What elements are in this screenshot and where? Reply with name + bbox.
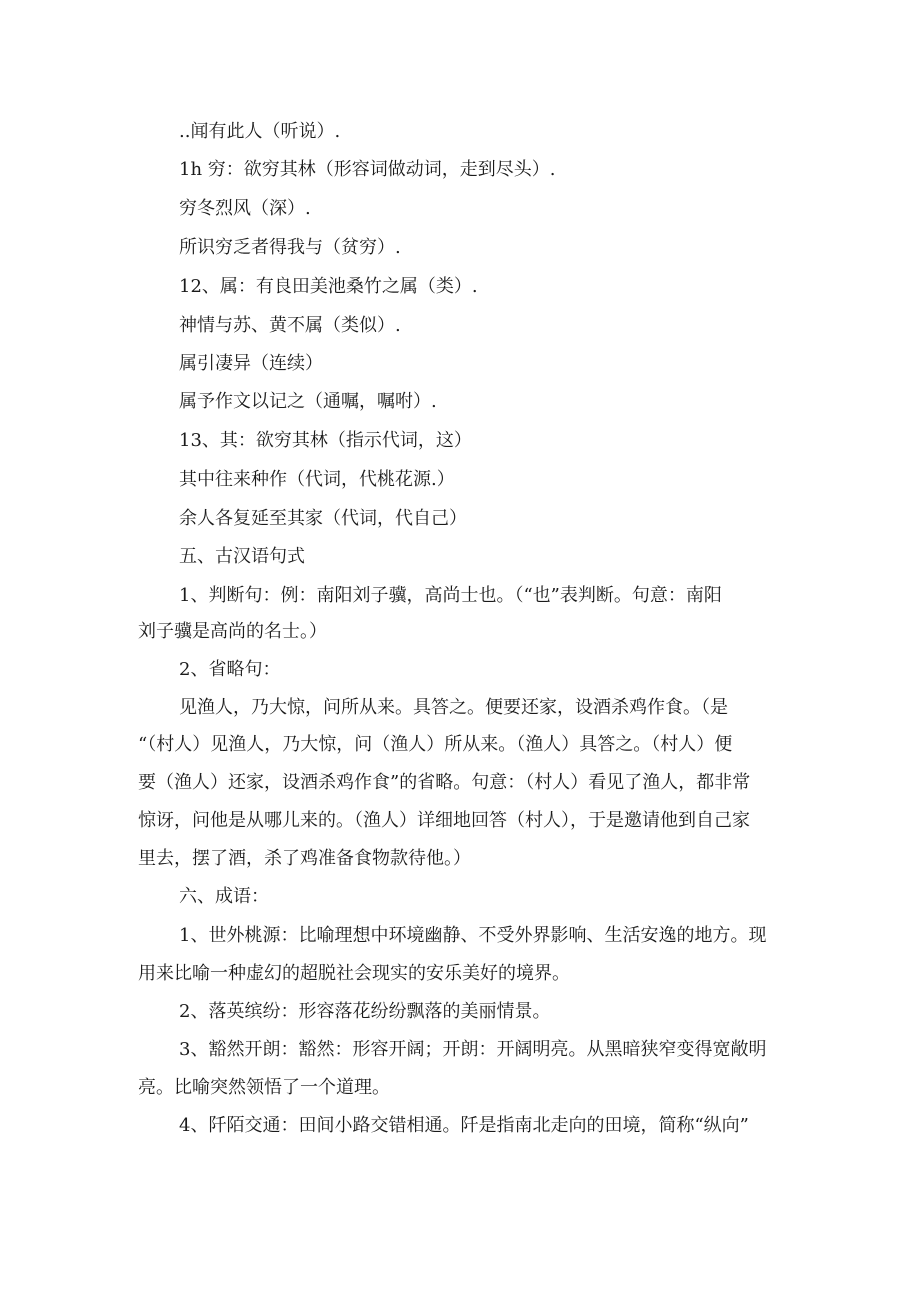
text-line: 里去，摆了酒，杀了鸡准备食物款待他。）: [138, 848, 471, 869]
text-line: 其中往来种作（代词，代桃花源.）: [179, 469, 455, 490]
text-line: 见渔人，乃大惊，问所从来。具答之。便要还家，设酒杀鸡作食。（是: [179, 697, 728, 718]
text-line: 亮。比喻突然领悟了一个道理。: [138, 1077, 390, 1098]
text-line: “（村人）见渔人，乃大惊，问（渔人）所从来。（渔人）具答之。（村人）便: [138, 734, 733, 755]
text-line: 属引凄异（连续）: [179, 353, 323, 374]
text-line: 1、世外桃源：比喻理想中环境幽静、不受外界影响、生活安逸的地方。现: [179, 925, 767, 946]
text-line: 穷冬烈风（深）.: [179, 198, 311, 219]
text-line: 12、属：有良田美池桑竹之属（类）.: [179, 276, 478, 297]
text-line: 1、判断句：例：南阳刘子骥，高尚士也。（“也”表判断。句意：南阳: [179, 585, 722, 606]
text-line: 2、落英缤纷：形容落花纷纷飘落的美丽情景。: [179, 1001, 551, 1022]
text-line: 刘子骥是高尚的名士。）: [138, 621, 327, 642]
text-line: 属予作文以记之（通嘱，嘱咐）.: [179, 391, 437, 412]
section-heading: 五、古汉语句式: [179, 546, 305, 567]
text-line: 1h 穷：欲穷其林（形容词做动词，走到尽头）.: [179, 159, 556, 180]
text-line: 余人各复延至其家（代词，代自己）: [179, 508, 467, 529]
text-line: 所识穷乏者得我与（贫穷）.: [179, 237, 401, 258]
text-line: 要（渔人）还家，设酒杀鸡作食”的省略。句意：（村人）看见了渔人，都非常: [138, 772, 751, 793]
text-line: 神情与苏、黄不属（类似）.: [179, 315, 401, 336]
text-line: 13、其：欲穷其林（指示代词，这）: [179, 430, 472, 451]
text-line: 4、阡陌交通：田间小路交错相通。阡是指南北走向的田境，简称“纵向”: [179, 1115, 749, 1136]
text-line: 用来比喻一种虚幻的超脱社会现实的安乐美好的境界。: [138, 963, 570, 984]
section-heading: 六、成语：: [179, 886, 269, 907]
text-line: 惊讶，问他是从哪儿来的。（渔人）详细地回答（村人），于是邀请他到自己家: [138, 810, 750, 831]
text-line: 2、省略句：: [179, 659, 281, 680]
text-line: ..闻有此人（听说）.: [179, 121, 341, 142]
text-line: 3、豁然开朗：豁然：形容开阔；开朗：开阔明亮。从黑暗狭窄变得宽敞明: [179, 1039, 767, 1060]
